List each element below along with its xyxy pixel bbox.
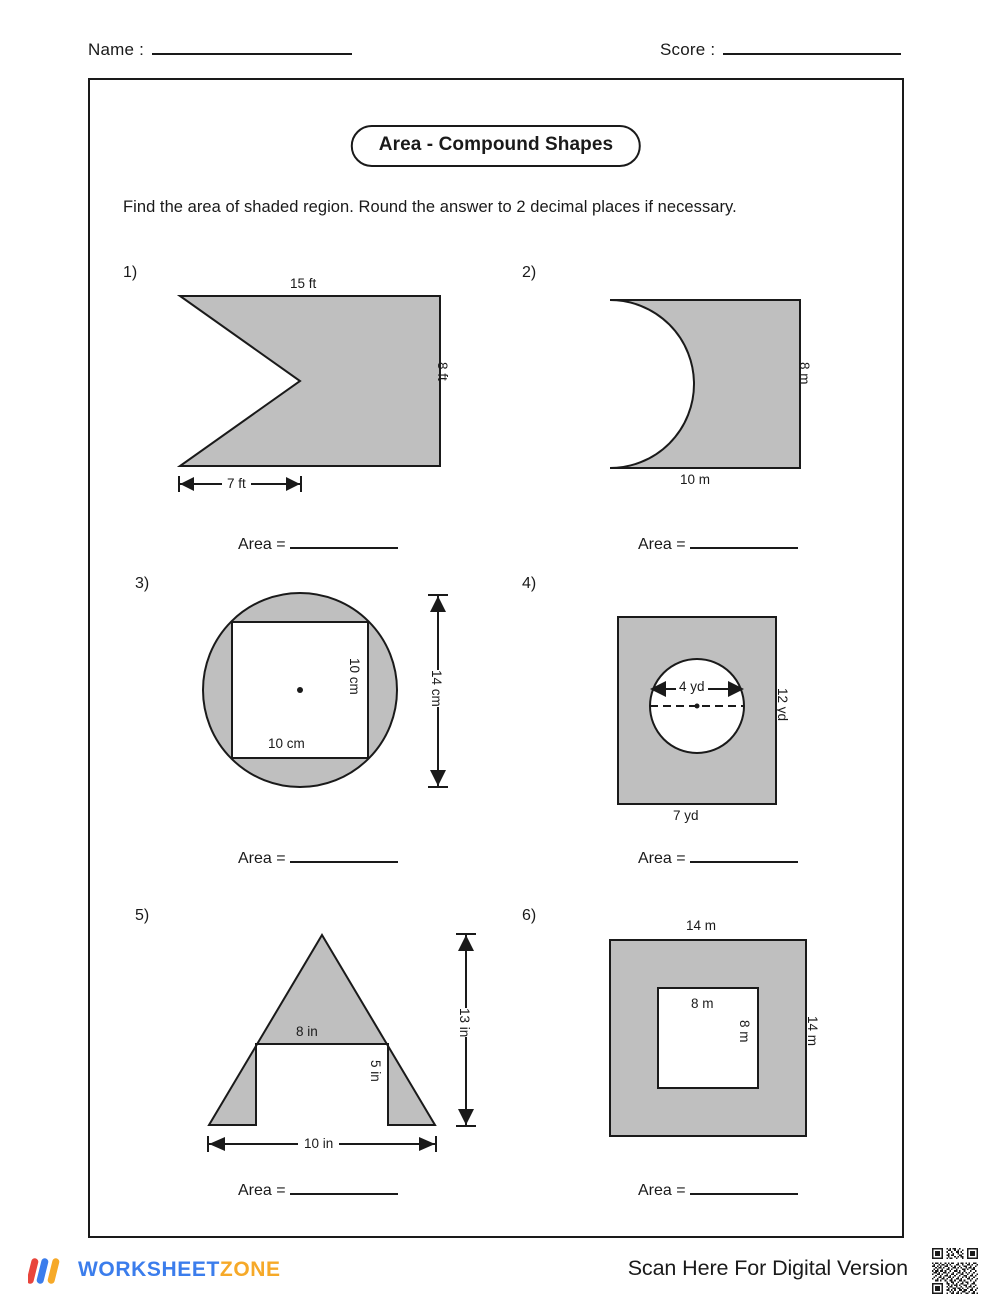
problem-6-label-inner-top: 8 m xyxy=(691,996,714,1011)
problem-3-number: 3) xyxy=(135,575,150,592)
logo-wordmark xyxy=(78,1258,281,1282)
problem-1-answer-label: Area = xyxy=(238,536,286,553)
name-label: Name : xyxy=(88,40,144,59)
name-field-group xyxy=(88,38,352,60)
problem-3-figure xyxy=(170,580,530,820)
problem-1-number: 1) xyxy=(123,264,138,281)
problem-5-answer-blank[interactable] xyxy=(290,1178,398,1195)
logo-w-mark-icon xyxy=(28,1254,68,1286)
problem-4-answer xyxy=(638,846,798,868)
worksheet-header xyxy=(88,38,912,68)
problem-5-label-base: 10 in xyxy=(298,1136,339,1151)
problem-4-answer-label: Area = xyxy=(638,850,686,867)
scan-instruction-text: Scan Here For Digital Version xyxy=(627,1256,908,1280)
problem-6-answer-blank[interactable] xyxy=(690,1178,798,1195)
problem-5-number: 5) xyxy=(135,907,150,924)
problem-6-number: 6) xyxy=(522,907,537,924)
problem-3-answer-label: Area = xyxy=(238,850,286,867)
problem-3-answer-blank[interactable] xyxy=(290,846,398,863)
problem-6-figure xyxy=(560,910,900,1160)
name-input-blank[interactable] xyxy=(152,38,352,55)
problem-2-answer xyxy=(638,532,798,554)
problem-2-figure xyxy=(560,270,890,500)
score-field-group xyxy=(660,38,901,60)
problem-2-label-bottom: 10 m xyxy=(680,472,711,487)
problem-6-answer xyxy=(638,1178,798,1200)
problem-2-label-right: 8 m xyxy=(797,362,812,385)
problem-5-answer xyxy=(238,1178,398,1200)
circle-center-dot xyxy=(695,704,700,709)
problem-1-label-right: 8 ft xyxy=(435,362,450,381)
problem-1-answer-blank[interactable] xyxy=(290,532,398,549)
problem-5-label-height: 13 in xyxy=(454,1008,475,1037)
problem-6-answer-label: Area = xyxy=(638,1182,686,1199)
problem-3-label-square-right: 10 cm xyxy=(347,658,362,695)
problem-5-figure xyxy=(170,910,540,1160)
problem-4-number: 4) xyxy=(522,575,537,592)
instruction-text: Find the area of shaded region. Round the answer to 2 decimal places if necessary. xyxy=(123,198,737,216)
problem-4-figure xyxy=(560,580,900,823)
problem-3-label-square-bottom: 10 cm xyxy=(268,736,305,751)
problem-4-answer-blank[interactable] xyxy=(690,846,798,863)
problem-1-answer xyxy=(238,532,398,554)
problem-2-answer-label: Area = xyxy=(638,536,686,553)
center-point-dot xyxy=(297,687,303,693)
worksheet-footer xyxy=(0,1248,1000,1294)
problem-2-answer-blank[interactable] xyxy=(690,532,798,549)
worksheet-body xyxy=(88,78,904,1238)
score-input-blank[interactable] xyxy=(723,38,901,55)
problem-3-answer xyxy=(238,846,398,868)
problem-6-label-outer-right: 14 m xyxy=(805,1016,820,1047)
logo-text-zone: ZONE xyxy=(219,1258,281,1281)
score-label: Score : xyxy=(660,40,716,59)
problem-6-label-outer-top: 14 m xyxy=(686,918,717,933)
notched-rectangle-shape xyxy=(180,296,440,466)
problem-1-label-top: 15 ft xyxy=(290,276,317,291)
logo-text-worksheet: WORKSHEET xyxy=(78,1258,220,1281)
problem-4-label-right: 12 yd xyxy=(775,688,790,722)
problem-4-label-bottom: 7 yd xyxy=(673,808,699,823)
problem-6-label-inner-right: 8 m xyxy=(737,1020,752,1043)
problem-5-label-notch-right: 5 in xyxy=(368,1060,383,1082)
problem-1-label-bottom: 7 ft xyxy=(222,476,251,491)
rectangle-minus-semicircle-shape xyxy=(610,300,800,468)
problem-5-answer-label: Area = xyxy=(238,1182,286,1199)
problem-4-label-diameter: 4 yd xyxy=(676,679,708,694)
problem-1-figure xyxy=(150,270,490,500)
qr-code-icon[interactable] xyxy=(932,1248,978,1294)
problem-2-number: 2) xyxy=(522,264,537,281)
page-title: Area - Compound Shapes xyxy=(351,125,641,167)
problem-3-label-diameter: 14 cm xyxy=(426,670,447,707)
worksheetzone-logo[interactable] xyxy=(28,1254,281,1286)
problem-5-label-notch-top: 8 in xyxy=(296,1024,318,1039)
triangle-with-notch-shape xyxy=(209,935,435,1125)
